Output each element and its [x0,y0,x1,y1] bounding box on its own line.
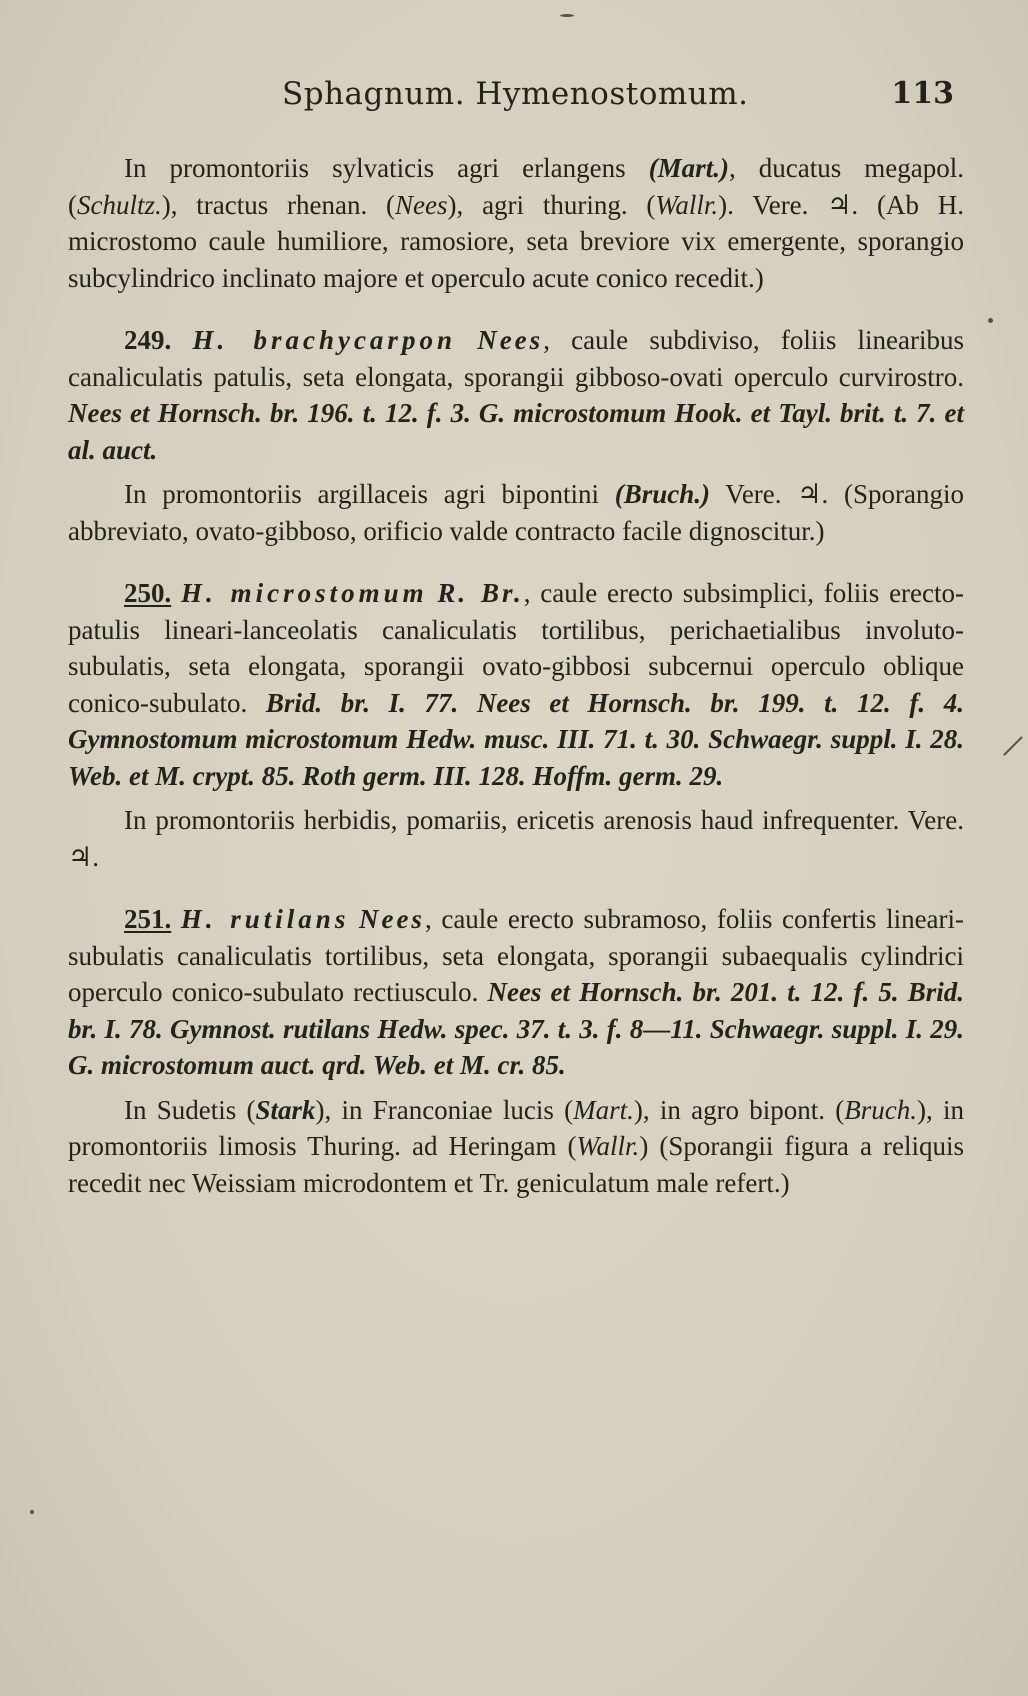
entry-251: 251. H. rutilans Nees, caule erecto subramoso, foliis confertis lineari-subulatis canaliculatis tortilibus, seta elongata, sporangii subaequalis cylindrici operculo conico-subulato rectiusculo. Nees et Hornsch. br. 201. t. 12. f. 5. Brid. br. I. 78. Gymnost. rutilans Hedw. spec. 37. t. 3. f. 8—11. Schwaegr. suppl. I. 29. G. microstomum auct. qrd. Web. et M. cr. 85. [68,904,965,1080]
ink-speck [988,318,993,323]
page-number: 113 [891,76,954,111]
ink-speck [560,14,574,17]
entry-250: 250. H. microstomum R. Br., caule erecto subsimplici, foliis erecto-patulis lineari-lanceolatis canaliculatis tortilibus, perichaetialibus involuto-subulatis, seta elongata, sporangii ovato-gibbosi subcernui operculo oblique conico-subulato. Brid. br. I. 77. Nees et Hornsch. br. 199. t. 12. f. 4. Gymnostomum microstomum Hedw. musc. III. 71. t. 30. Schwaegr. suppl. I. 28. Web. et M. crypt. 85. Roth germ. III. 128. Hoffm. germ. 29. [68,578,965,791]
entry-251-habitat: In Sudetis (Stark), in Franconiae lucis (Mart.), in agro bipont. (Bruch.), in promontoriis limosis Thuring. ad Heringam (Wallr.) (Sporangii figura a reliquis recedit nec Weissiam microdontem et Tr. geniculatum male refert.) [68,1094,964,1198]
page-header [0,76,1028,122]
ink-speck [30,1510,34,1514]
entry-249-habitat: In promontoriis argillaceis agri bipontini (Bruch.) Vere. ♃. (Sporangio abbreviato, ovato-gibboso, orificio valde contracto facile dignoscitur.) [68,479,964,546]
page-body [68,150,964,1201]
paragraph-habitat-intro: In promontoriis sylvaticis agri erlangens (Mart.), ducatus megapol. (Schultz.), tractus rhenan. (Nees), agri thuring. (Wallr.). Vere. ♃. (Ab H. microstomo caule humiliore, ramosiore, seta breviore vix emergente, sporangio subcylindrico inclinato majore et operculo acute conico recedit.) [68,153,964,293]
running-title: Sphagnum. Hymenostomum. [282,76,749,112]
entry-249: 249. H. brachycarpon Nees, caule subdiviso, foliis linearibus canaliculatis patulis, seta elongata, sporangii gibboso-ovati operculo curvirostro. Nees et Hornsch. br. 196. t. 12. f. 3. G. microstomum Hook. et Tayl. brit. t. 7. et al. auct. [68,325,965,465]
pencil-mark [1003,736,1023,756]
entry-250-habitat: In promontoriis herbidis, pomariis, ericetis arenosis haud infrequenter. Vere. ♃. [68,805,964,872]
